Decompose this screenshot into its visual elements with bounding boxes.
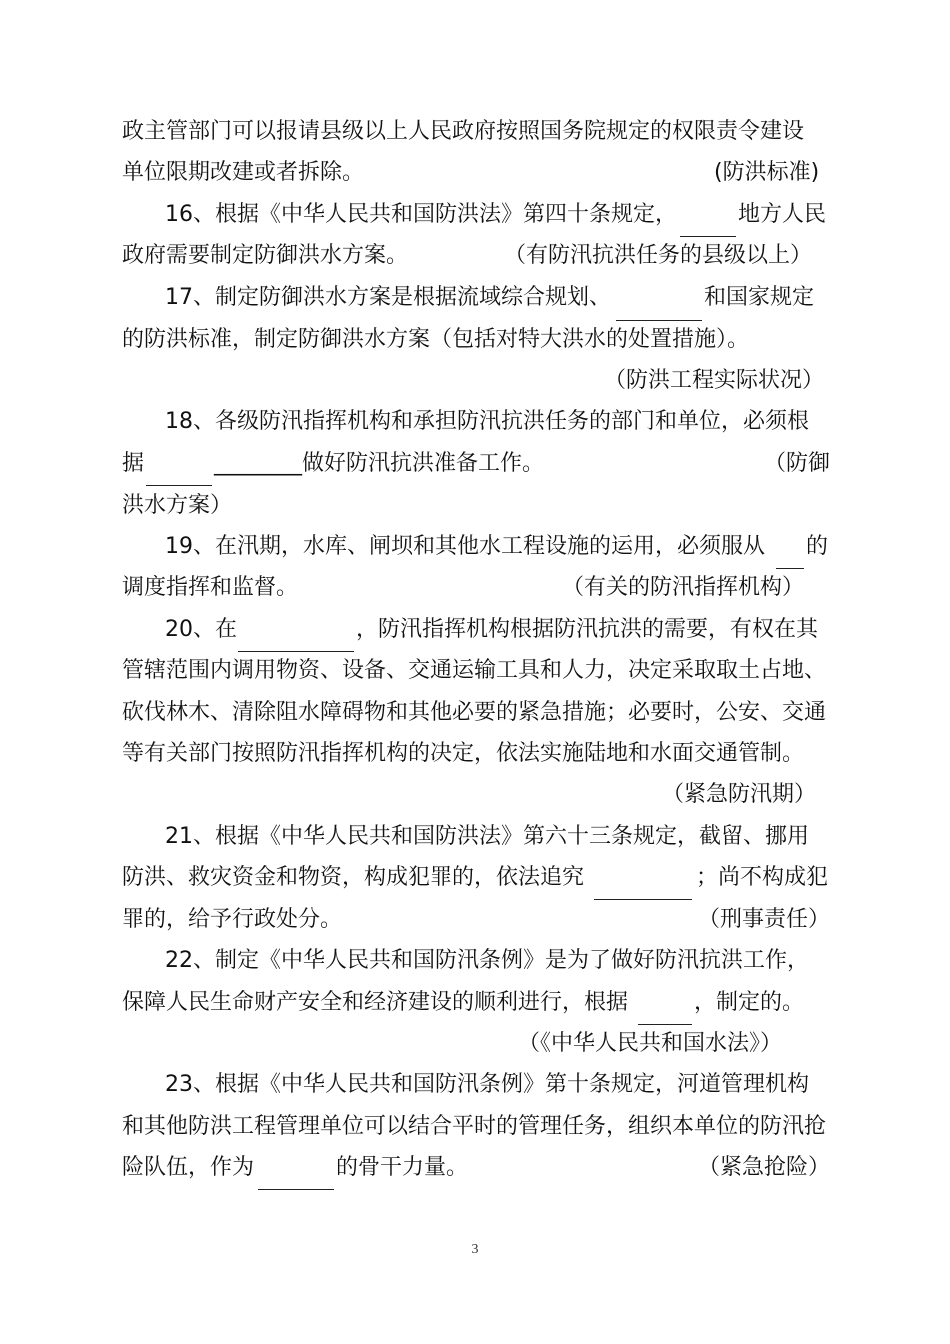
text-line: 和其他防洪工程管理单位可以结合平时的管理任务，组织本单位的防汛抢 <box>122 1114 827 1139</box>
question-20: 20、在 ，防汛指挥机构根据防汛抗洪的需要，有权在其 <box>165 617 819 642</box>
answer: （防御 <box>764 451 831 476</box>
page-number: 3 <box>471 1242 479 1257</box>
text-line: 管辖范围内调用物资、设备、交通运输工具和人力，决定采取取土占地、 <box>122 658 827 683</box>
text-line <box>0 1024 950 1064</box>
text-line: 调度指挥和监督。 （有关的防汛指挥机构） <box>0 568 950 608</box>
text-line: 保障人民生命财产安全和经济建设的顺利进行，根据 ，制定的。 <box>122 990 805 1015</box>
question-23: 23、根据《中华人民共和国防汛条例》第十条规定，河道管理机构 <box>165 1072 809 1097</box>
text-line: 单位限期改建或者拆除。 (防洪标准) <box>0 153 950 193</box>
question-18: 18、各级防汛指挥机构和承担防汛抗洪任务的部门和单位，必须根 <box>165 409 809 434</box>
answer: （刑事责任） <box>698 907 831 932</box>
text-line: 罪的，给予行政处分。 （刑事责任） <box>0 900 950 940</box>
answer: （有防汛抗洪任务的县级以上） <box>504 243 813 268</box>
text-line: 防洪、救灾资金和物资，构成犯罪的，依法追究 ；尚不构成犯 <box>122 865 829 890</box>
question-22: 22、制定《中华人民共和国防汛条例》是为了做好防汛抗洪工作， <box>165 948 809 973</box>
answer: （有关的防汛指挥机构） <box>562 575 805 600</box>
text-line: 政府需要制定防御洪水方案。 （有防汛抗洪任务的县级以上） <box>0 236 950 276</box>
question-17: 17、制定防御洪水方案是根据流域综合规划、 和国家规定 <box>165 285 815 310</box>
answer: 洪水方案） <box>122 493 233 518</box>
fill-blank <box>258 1189 334 1190</box>
question-16: 16、根据《中华人民共和国防洪法》第四十条规定， 地方人民 <box>165 202 827 227</box>
text-line: 险队伍，作为 的骨干力量。 （紧急抢险） <box>0 1148 950 1188</box>
text-line: 据 ________做好防汛抗洪准备工作。 （防御 <box>0 444 950 484</box>
text-line <box>0 361 950 401</box>
answer: （紧急防汛期） <box>662 782 817 807</box>
text-line: 政主管部门可以报请县级以上人民政府按照国务院规定的权限责令建设 <box>122 119 805 144</box>
answer: （防洪工程实际状况） <box>604 368 825 393</box>
text-line <box>0 775 950 815</box>
answer: (防洪标准) <box>714 160 820 185</box>
text-line: 等有关部门按照防汛指挥机构的决定，依法实施陆地和水面交通管制。 <box>122 741 805 766</box>
answer: （紧急抢险） <box>698 1155 831 1180</box>
text-line <box>0 486 950 526</box>
text-line: 的防洪标准，制定防御洪水方案（包括对特大洪水的处置措施）。 <box>122 327 750 352</box>
question-21: 21、根据《中华人民共和国防洪法》第六十三条规定，截留、挪用 <box>165 824 809 849</box>
question-19: 19、在汛期，水库、闸坝和其他水工程设施的运用，必须服从 的 <box>165 534 829 559</box>
text-line: 砍伐林木、清除阻水障碍物和其他必要的紧急措施；必要时，公安、交通 <box>122 700 827 725</box>
answer: （《中华人民共和国水法》） <box>518 1031 783 1056</box>
